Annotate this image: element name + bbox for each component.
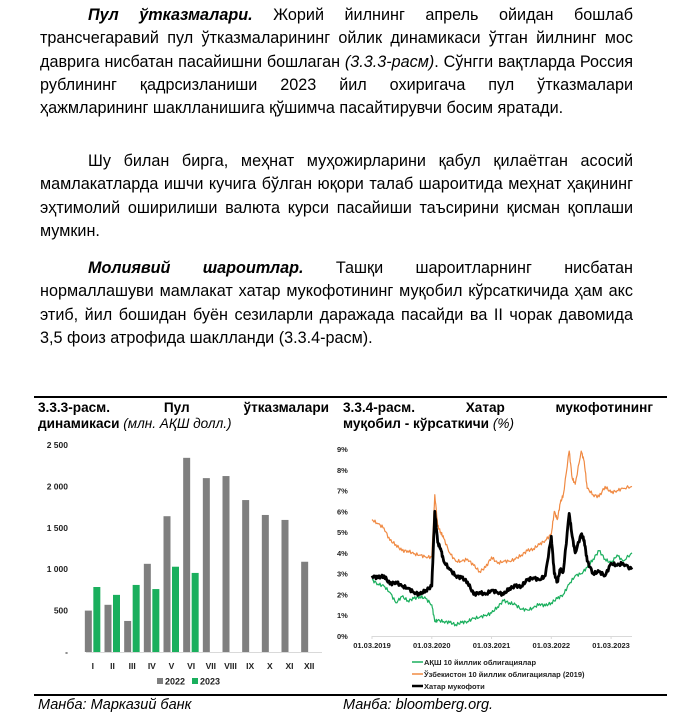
figure-unit: (%) xyxy=(492,416,514,431)
bar-2023-III xyxy=(133,585,140,652)
y-tick-label: 4% xyxy=(337,548,348,558)
y-tick-label: 2% xyxy=(337,590,348,600)
y-tick-label: 9% xyxy=(337,445,348,454)
figure-number: 3.3.4-расм. xyxy=(343,400,416,415)
figure-reference: (3.3.3-расм) xyxy=(344,52,435,71)
y-tick-label: 5% xyxy=(337,528,348,538)
source-right: Манба: bloomberg.org. xyxy=(343,697,494,713)
y-tick-label: 500 xyxy=(53,605,68,616)
bar-2022-VII xyxy=(203,478,210,652)
bar-2022-II xyxy=(105,605,112,652)
legend-label: Ўзбекистон 10 йиллик облигациялар (2019) xyxy=(424,670,585,679)
bar-2022-VI xyxy=(183,458,190,652)
figure-title-right xyxy=(343,400,653,432)
y-tick-label: 1% xyxy=(337,611,348,621)
bar-2022-XII xyxy=(301,562,308,652)
y-tick-label: 3% xyxy=(337,569,348,579)
legend-label: Хатар мукофоти xyxy=(424,682,485,691)
y-tick-label: 2 000 xyxy=(46,481,68,492)
y-tick-label: 8% xyxy=(337,465,348,475)
y-tick-label: 6% xyxy=(337,507,348,517)
risk-premium-line-chart xyxy=(335,435,655,695)
figure-title-word: мукофотининг xyxy=(555,400,653,415)
figure-title-word: ўтказмалари xyxy=(243,400,329,415)
legend-label: 2023 xyxy=(200,676,221,687)
figure-title-left xyxy=(38,400,329,432)
paragraph-financial xyxy=(40,257,633,350)
bar-2023-VI xyxy=(192,573,199,652)
y-tick-label: 7% xyxy=(337,486,348,496)
x-tick-label: IX xyxy=(246,661,255,671)
paragraph-lead: Пул ўтказмалари. xyxy=(88,6,253,24)
figure-title-word: Пул xyxy=(163,400,190,415)
y-tick-label: 0% xyxy=(337,632,348,641)
paragraph-text: Жорий йилнинг апрель ойидан бошлаб трансчегаравий пул ўтказмаларининг ойлик динамикаси ўтган йилнинг мос даврига нисбатан пасайишни бошлаган xyxy=(40,6,633,71)
figure-number: 3.3.3-расм. xyxy=(38,400,111,415)
x-tick-label: IV xyxy=(147,661,156,671)
x-tick-label: VI xyxy=(187,661,196,671)
bar-2022-IV xyxy=(144,564,151,652)
bar-2023-I xyxy=(93,587,100,652)
y-tick-label: 1 000 xyxy=(46,564,68,575)
paragraph-text-tail: . Сўнгги вақтларда Россия рублининг қадрсизланиши 2023 йил охиригача пул ўтказмалари ҳажмларининг шаклланишига қўшимча пасайтирувчи босим яратади. xyxy=(40,52,633,118)
x-tick-label: 01.03.2021 xyxy=(472,641,511,650)
x-tick-label: 01.03.2023 xyxy=(592,641,630,650)
x-tick-label: 01.03.2020 xyxy=(412,641,451,650)
y-tick-label: 2 500 xyxy=(46,440,68,450)
bar-2022-X xyxy=(262,515,269,652)
x-tick-label: III xyxy=(128,661,136,671)
x-tick-label: I xyxy=(91,661,95,671)
legend-swatch-2023 xyxy=(192,678,198,684)
bar-2023-V xyxy=(172,567,179,652)
x-tick-label: XII xyxy=(303,661,315,671)
remittances-bar-chart xyxy=(30,435,330,695)
figure-title-line2: динамикаси xyxy=(38,416,120,431)
paragraph-remittances xyxy=(40,4,633,120)
paragraph-lead: Молиявий шароитлар. xyxy=(88,259,304,277)
x-tick-label: 01.03.2022 xyxy=(532,641,571,650)
bar-2023-IV xyxy=(152,589,159,652)
x-tick-label: VII xyxy=(205,661,217,671)
y-tick-label: - xyxy=(65,647,68,657)
x-tick-label: 01.03.2019 xyxy=(353,641,391,650)
figure-top-rule xyxy=(34,396,667,398)
x-tick-label: II xyxy=(110,661,115,671)
x-tick-label: VIII xyxy=(224,661,237,671)
x-tick-label: XI xyxy=(285,661,294,671)
x-tick-label: X xyxy=(266,661,273,671)
paragraph-text: Шу билан бирга, меҳнат муҳожирларини қабул қилаётган асосий мамлакатларда ишчи кучига бўлган юқори талаб шароитида меҳнат ҳақининг эҳтимолий оширилиши валюта курси пасайиши таъсирини қисман қоплаши мумкин. xyxy=(40,152,633,240)
paragraph-text: Ташқи шароитларнинг нисбатан нормаллашуви мамлакат хатар мукофотининг муқобил кўрсаткичида ҳам акс этиб, йил бошидан буён сезиларли даражада пасайди ва II чорак давомида 3,5 фоиз атрофида шаклланди (3.3.4-расм). xyxy=(40,259,633,347)
bar-2022-XI xyxy=(282,520,289,652)
x-tick-label: V xyxy=(168,661,175,671)
legend-label: АҚШ 10 йиллик облигациялар xyxy=(424,658,537,667)
figure-unit: (млн. АҚШ долл.) xyxy=(123,416,232,431)
bar-2022-IX xyxy=(242,500,249,652)
source-left: Манба: Марказий банк xyxy=(38,697,192,713)
bar-2023-II xyxy=(113,595,120,652)
figure-title-word: Хатар xyxy=(465,400,505,415)
legend-swatch-2022 xyxy=(157,678,163,684)
bar-2022-I xyxy=(85,611,92,652)
bar-2022-III xyxy=(124,621,131,652)
figure-title-line2: муқобил - кўрсаткичи xyxy=(343,416,490,431)
series-line-1 xyxy=(372,451,632,572)
paragraph-labor xyxy=(40,150,633,243)
bar-2022-V xyxy=(164,516,171,652)
legend-label: 2022 xyxy=(165,676,186,687)
bar-2022-VIII xyxy=(223,476,230,652)
y-tick-label: 1 500 xyxy=(46,522,68,533)
